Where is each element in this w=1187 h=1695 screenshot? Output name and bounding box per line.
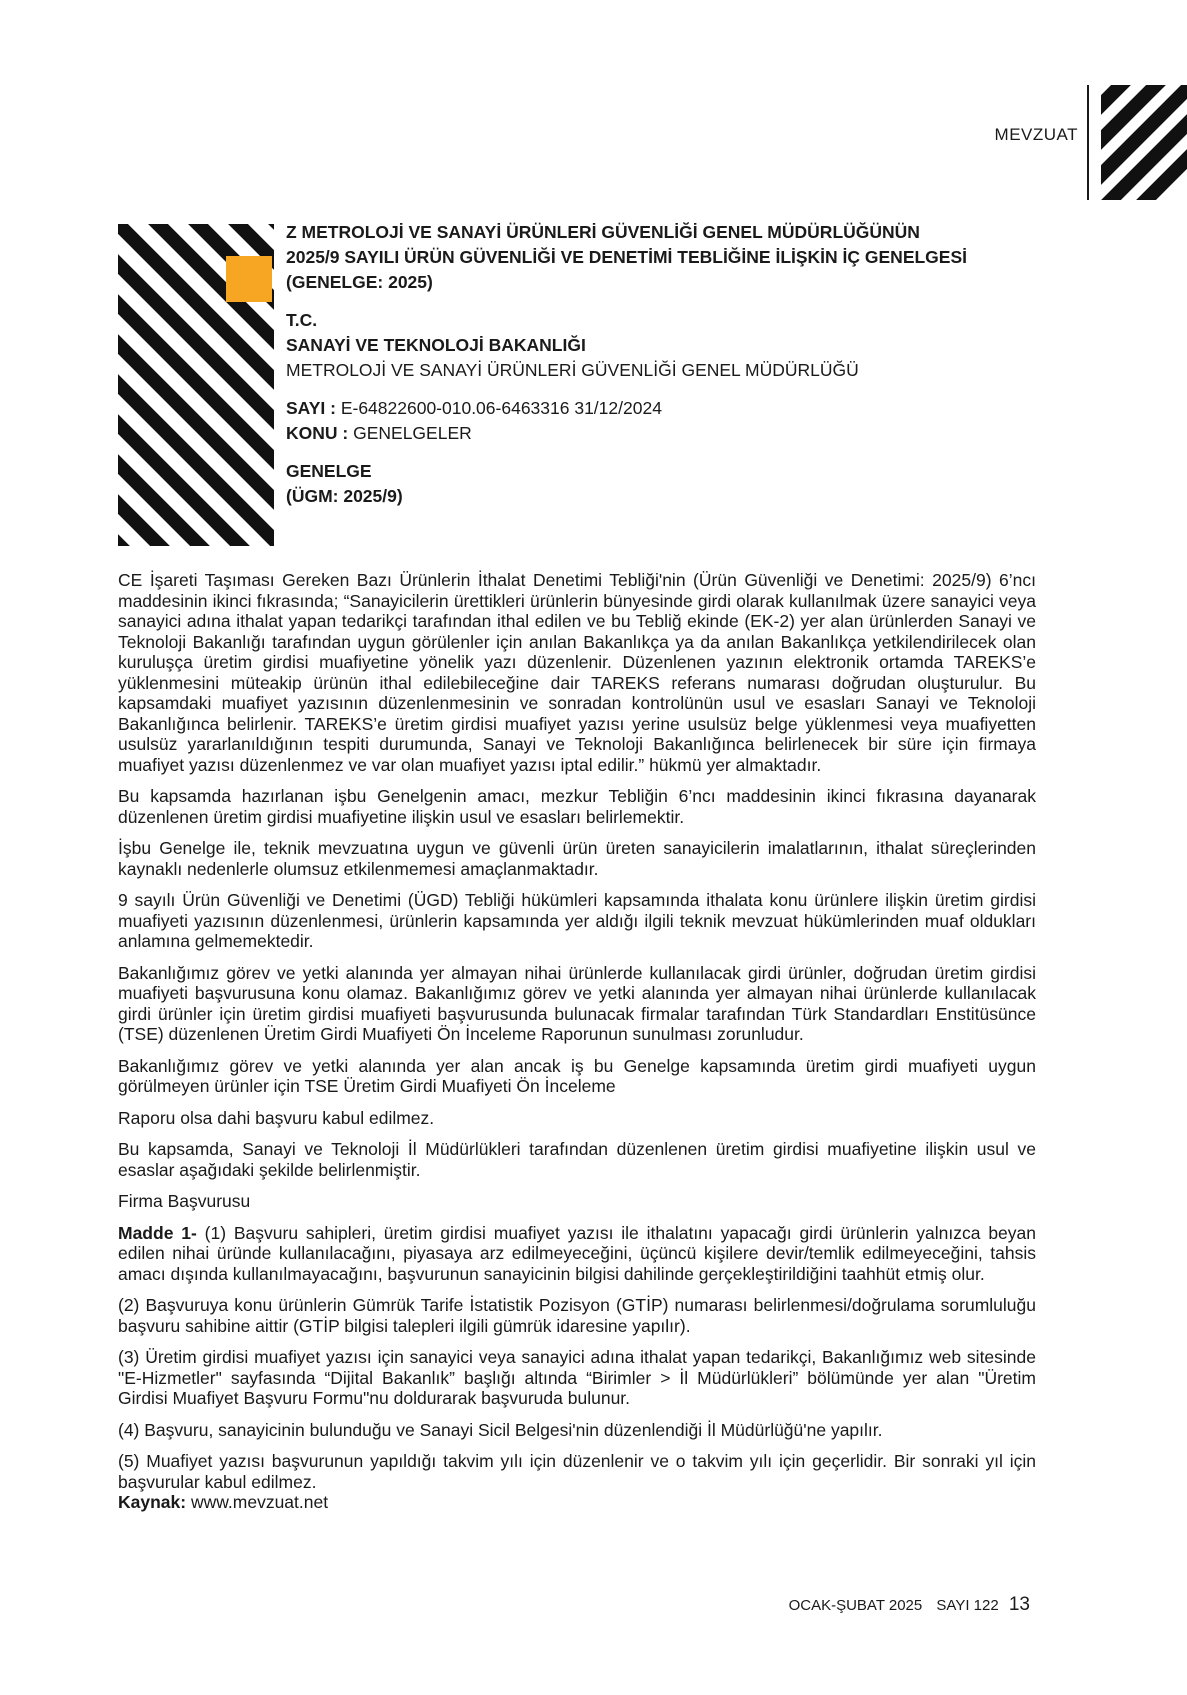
footer-issue: SAYI 122: [936, 1597, 999, 1614]
title-line-2: 2025/9 SAYILI ÜRÜN GÜVENLİĞİ VE DENETİMİ TEBLİĞİNE İLİŞKİN İÇ GENELGESİ: [286, 247, 968, 267]
sayi-line: [286, 396, 1066, 421]
paragraph: İşbu Genelge ile, teknik mevzuatına uygun ve güvenli ürün üreten sanayicilerin imalatlarının, ithalat süreçlerinden kaynaklı nedenlerle olumsuz etkilenmemesi amaçlanmaktadır.: [118, 838, 1036, 879]
genelge-code: (ÜGM: 2025/9): [286, 486, 403, 506]
document-header: [286, 220, 1066, 509]
section-divider: [1087, 85, 1089, 200]
accent-square: [226, 256, 272, 302]
source-line: [118, 1492, 1036, 1513]
page-footer: [760, 1594, 1030, 1616]
title-line-3: (GENELGE: 2025): [286, 272, 433, 292]
source-value: www.mevzuat.net: [186, 1492, 329, 1512]
madde-label: Madde 1-: [118, 1222, 197, 1243]
sayi-value: E-64822600-010.06-6463316 31/12/2024: [340, 398, 662, 418]
ministry-name: SANAYİ VE TEKNOLOJİ BAKANLIĞI: [286, 335, 586, 355]
madde-paragraph: [118, 1223, 1036, 1285]
list-item: (5) Muafiyet yazısı başvurunun yapıldığı takvim yılı için düzenlenir ve o takvim yılı için geçerlidir. Bir sonraki yıl için başvurular kabul edilmez.: [118, 1451, 1036, 1492]
directorate-name: METROLOJİ VE SANAYİ ÜRÜNLERİ GÜVENLİĞİ GENEL MÜDÜRLÜĞÜ: [286, 360, 859, 380]
subheading: Firma Başvurusu: [118, 1191, 251, 1211]
paragraph: CE İşareti Taşıması Gereken Bazı Ürünlerin İthalat Denetimi Tebliği'nin (Ürün Güvenliği ve Denetimi: 2025/9) 6’ncı maddesinin ikinci fıkrasında; “Sanayicilerin ürettikleri ürünlerin bünyesinde girdi olarak kullanılmak üzere sanayici veya sanayici adına ithalat yapan tedarikçi tarafından ithal edilen ve bu Tebliğ ekinde (EK-2) yer alan ürünlerden Sanayi ve Teknoloji Bakanlığı tarafından uygun görülenler için anılan Bakanlıkça ya da anılan Bakanlıkça yetkilendirilecek olan kuruluşça üretim girdisi muafiyetine yönelik yazı düzenlenir. Düzenlenen yazının elektronik ortamda TAREKS’e yüklenmesini müteakip ürünün ithal edilebileceğine dair TAREKS referans numarası doğrudan oluşturulur. Bu kapsamdaki muafiyet yazısının düzenlenmesinin ve sonradan kontrolünün usul ve esasları Sanayi ve Teknoloji Bakanlığınca belirlenir. TAREKS’e üretim girdisi muafiyet yazısı yerine usulsüz belge yüklenmesi veya muafiyetten usulsüz yararlanıldığının tespiti durumunda, Sanayi ve Teknoloji Bakanlığınca belirlenecek bir süre için firmaya muafiyet yazısı düzenlenmez ve var olan muafiyet yazısı iptal edilir.” hükmü yer almaktadır.: [118, 570, 1036, 775]
sayi-label: SAYI :: [286, 398, 336, 418]
paragraph: Bakanlığımız görev ve yetki alanında yer alan ancak iş bu Genelge kapsamında üretim girdi muafiyeti uygun görülmeyen ürünler için TSE Üretim Girdi Muafiyeti Ön İnceleme: [118, 1055, 1036, 1096]
paragraph: 9 sayılı Ürün Güvenliği ve Denetimi (ÜGD) Tebliği hükümleri kapsamında ithalata konu ürünlere ilişkin üretim girdisi muafiyeti yazısının düzenlenmesi, ürünlerin kapsamında yer aldığı ilgili teknik mevzuat hükümlerinden muaf oldukları anlamına gelmemektedir.: [118, 890, 1036, 951]
page-number: 13: [1008, 1594, 1030, 1615]
paragraph: Raporu olsa dahi başvuru kabul edilmez.: [118, 1107, 435, 1128]
document-body: [118, 570, 1036, 1513]
konu-line: [286, 421, 1066, 446]
list-item: (2) Başvuruya konu ürünlerin Gümrük Tarife İstatistik Pozisyon (GTİP) numarası belirlenmesi/doğrulama sorumluluğu başvuru sahibine aittir (GTİP bilgisi talepleri ilgili gümrük idaresine yapılır).: [118, 1295, 1036, 1336]
title-line-1: Z METROLOJİ VE SANAYİ ÜRÜNLERİ GÜVENLİĞİ GENEL MÜDÜRLÜĞÜNÜN: [286, 222, 920, 242]
section-label: MEVZUAT: [994, 125, 1078, 144]
konu-label: KONU :: [286, 423, 349, 443]
paragraph: Bu kapsamda hazırlanan işbu Genelgenin amacı, mezkur Tebliğin 6’ncı maddesinin ikinci fıkrasına dayanarak düzenlenen üretim girdisi muafiyetine ilişkin usul ve esasları belirlemektir.: [118, 786, 1036, 827]
genelge-heading: GENELGE: [286, 461, 372, 481]
stripe-decoration-top: [1101, 85, 1187, 200]
source-label: Kaynak:: [118, 1492, 187, 1512]
tc-label: T.C.: [286, 310, 318, 330]
list-item: (3) Üretim girdisi muafiyet yazısı için sanayici veya sanayici adına ithalat yapan tedarikçi, Bakanlığımız web sitesinde "E-Hizmetler" sayfasında “Dijital Bakanlık” başlığı altında “Birimler > İl Müdürlükleri” bölümünde yer alan "Üretim Girdisi Muafiyet Başvuru Formu"nu doldurarak başvuruda bulunur.: [118, 1347, 1036, 1408]
madde-text: (1) Başvuru sahipleri, üretim girdisi muafiyet yazısı ile ithalatını yapacağı girdi ürünlerin yalnızca beyan edilen nihai üründe kullanılacağını, piyasaya arz edilmeyeceğini, üçüncü kişilere devir/temlik edilmeyeceğini, tahsis amacı dışında kullanılmayacağını, başvurunun sanayicinin bilgisi dahilinde gerçekleştirildiğini taahhüt etmiş olur.: [118, 1222, 1036, 1284]
footer-date: OCAK-ŞUBAT 2025: [788, 1597, 923, 1614]
list-item: (4) Başvuru, sanayicinin bulunduğu ve Sanayi Sicil Belgesi'nin düzenlendiği İl Müdürlüğü'ne yapılır.: [118, 1419, 883, 1440]
paragraph: Bu kapsamda, Sanayi ve Teknoloji İl Müdürlükleri tarafından düzenlenen üretim girdisi muafiyetine ilişkin usul ve esaslar aşağıdaki şekilde belirlenmiştir.: [118, 1139, 1036, 1180]
paragraph: Bakanlığımız görev ve yetki alanında yer almayan nihai ürünlerde kullanılacak girdi ürünler, doğrudan üretim girdisi muafiyeti başvurusuna konu olamaz. Bakanlığımız görev ve yetki alanında yer almayan nihai ürünlerde kullanılacak girdi ürünler için üretim girdisi muafiyeti başvurusunda bulunacak firmalar tarafından Türk Standardları Enstitüsünce (TSE) düzenlenen Üretim Girdi Muafiyeti Ön İnceleme Raporunun sunulması zorunludur.: [118, 962, 1036, 1044]
konu-value: GENELGELER: [353, 423, 472, 443]
